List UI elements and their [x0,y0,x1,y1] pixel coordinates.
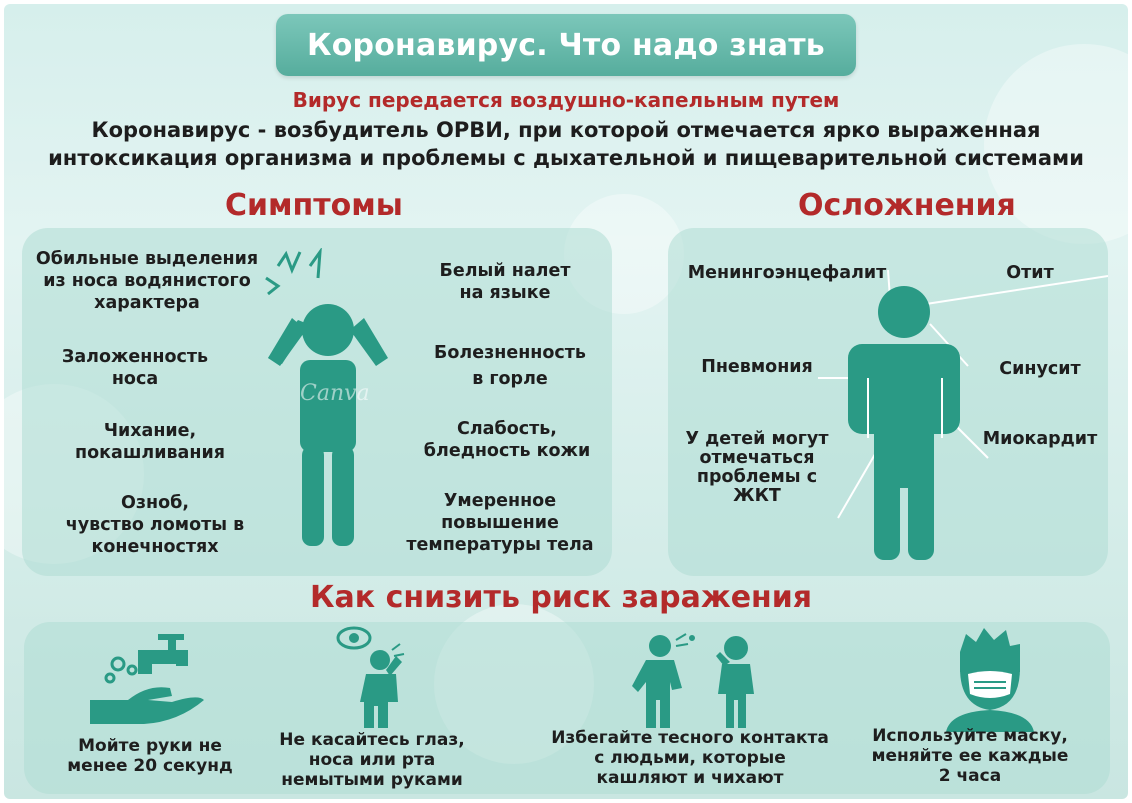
prevention-wash-hands [40,736,260,776]
sick-person-icon [248,248,408,558]
prevention-line: Не касайтесь глаз, [279,730,465,750]
prevention-line: меняйте ее каждые [871,746,1069,766]
symptom-line: Обильные выделения [35,249,259,269]
symptom-line: бледность кожи [423,441,591,461]
symptom-line: из носа водянистого [43,271,251,291]
prevention-avoid-contact [530,728,850,788]
face-mask-icon [936,622,1046,732]
symptom-sore-throat [410,342,610,390]
complication-line: ЖКТ [733,486,781,506]
symptom-line: повышение [441,513,559,533]
symptom-line: в горле [472,369,548,389]
symptom-fever [390,490,610,556]
symptoms-heading: Симптомы [225,188,403,223]
complication-line: отмечаться [699,448,815,468]
symptom-line: конечностях [91,537,219,557]
symptom-sneezing [50,420,250,464]
complication-line: проблемы с [696,467,818,487]
symptom-line: Белый налет [439,261,571,281]
symptom-line: Умеренное [443,491,557,511]
complication-myocarditis: Миокардит [982,429,1098,449]
prevention-heading: Как снизить риск заражения [310,580,813,615]
touch-face-icon [330,622,420,732]
symptom-line: чувство ломоты в [65,515,245,535]
page-title: Коронавирус. Что надо знать [307,27,825,63]
symptom-stuffy-nose [40,346,230,390]
subtitle: Вирус передается воздушно-капельным путем [292,88,840,112]
prevention-line: менее 20 секунд [67,756,233,776]
prevention-use-mask [850,726,1090,786]
prevention-line: с людьми, которые [594,748,786,768]
prevention-line: Используйте маску, [872,726,1068,746]
title-banner [276,14,856,76]
prevention-line: немытыми руками [281,770,463,790]
watermark-text: Canva [300,381,370,406]
complication-children-gi [672,430,842,506]
hand-washing-icon [88,630,208,730]
symptom-chills [40,492,270,558]
prevention-dont-touch-face [262,730,482,790]
symptom-line: носа [111,369,159,389]
prevention-line: 2 часа [938,766,1002,786]
symptom-line: Заложенность [61,347,209,367]
complication-pneumonia: Пневмония [701,357,813,377]
intro-text [20,116,1112,172]
prevention-line: кашляют и чихают [596,768,784,788]
prevention-line: Избегайте тесного контакта [551,728,829,748]
symptom-line: Озноб, [120,493,190,513]
complication-otitis: Отит [1006,263,1054,283]
complication-line: У детей могут [685,429,829,449]
complication-meningoencephalitis: Менингоэнцефалит [687,263,887,283]
symptom-runny-nose [22,248,272,314]
symptom-line: температуры тела [406,535,594,555]
complication-sinusitis: Синусит [999,359,1081,379]
symptom-line: Чихание, [103,421,197,441]
coughing-people-icon [630,626,770,730]
symptom-white-tongue [410,260,600,304]
intro-line-2: интоксикация организма и проблемы с дыхательной и пищеварительной системами [48,146,1084,170]
prevention-line: носа или рта [308,750,436,770]
intro-line-1: Коронавирус - возбудитель ОРВИ, при которой отмечается ярко выраженная [91,118,1041,142]
symptom-line: Болезненность [434,343,586,363]
symptom-line: покашливания [75,443,225,463]
symptom-weakness [402,418,612,462]
complications-heading: Осложнения [798,188,1016,223]
prevention-line: Мойте руки не [78,736,222,756]
symptom-line: Слабость, [457,419,557,439]
symptom-line: на языке [459,283,551,303]
symptom-line: характера [94,293,200,313]
